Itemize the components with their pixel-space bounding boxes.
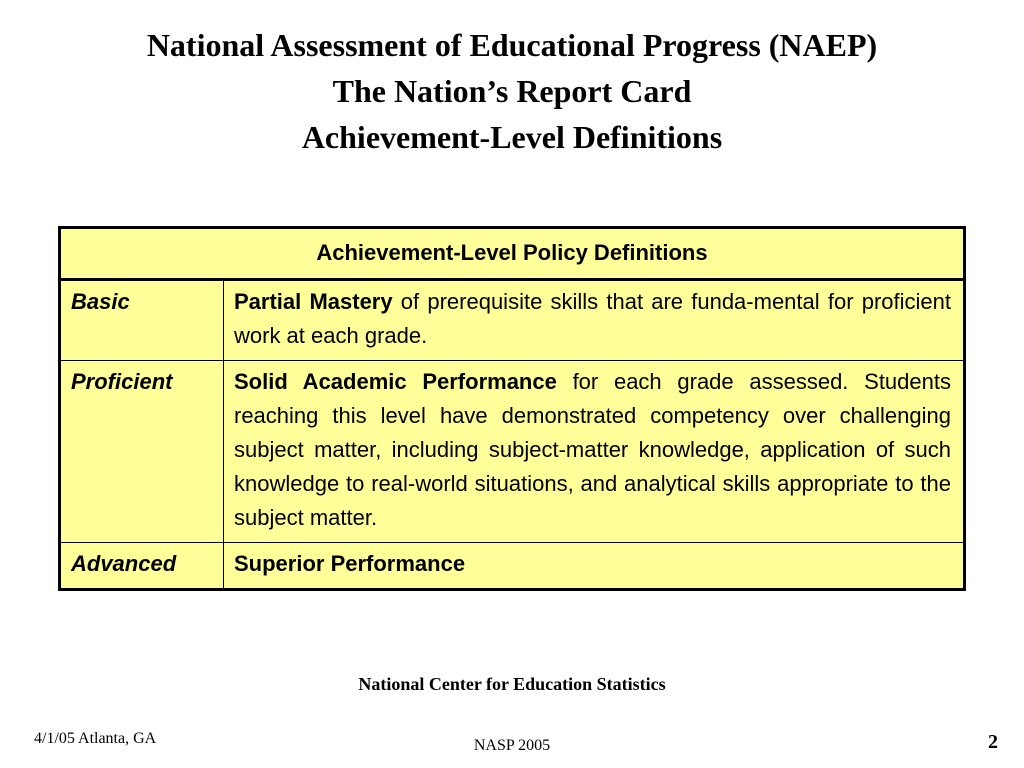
title-line-3: Achievement-Level Definitions [301,119,723,155]
title-line-2: The Nation’s Report Card [332,73,692,109]
source-credit: National Center for Education Statistics [358,674,666,694]
level-term-basic: Partial Mastery [234,289,393,314]
level-name-basic: Basic [60,280,224,361]
table-row [60,543,965,590]
slide-number: 2 [988,731,998,753]
slide-title [0,22,1024,160]
level-description-proficient [224,361,965,543]
title-line-1: National Assessment of Educational Progress (NAEP) [146,27,878,63]
level-description-basic [224,280,965,361]
table-header: Achievement-Level Policy Definitions [60,228,965,280]
footer-event: NASP 2005 [473,737,551,754]
table-row [60,361,965,543]
level-description-advanced [224,543,965,590]
level-term-proficient: Solid Academic Performance [234,369,557,394]
achievement-level-table [58,226,966,591]
level-text-basic: of prerequisite skills that are funda-mental for proficient work at each grade. [234,289,951,348]
footer-date-location: 4/1/05 Atlanta, GA [34,730,157,747]
table-header-row [60,228,965,280]
level-name-proficient: Proficient [60,361,224,543]
level-text-proficient: for each grade assessed. Students reaching this level have demonstrated competency over challenging subject matter, including subject-matter knowledge, application of such knowledge to real-world situations, and analytical skills appropriate to the subject matter. [234,369,951,530]
table-row [60,280,965,361]
level-name-advanced: Advanced [60,543,224,590]
level-term-advanced: Superior Performance [234,551,466,576]
definitions-table-container [58,226,966,591]
